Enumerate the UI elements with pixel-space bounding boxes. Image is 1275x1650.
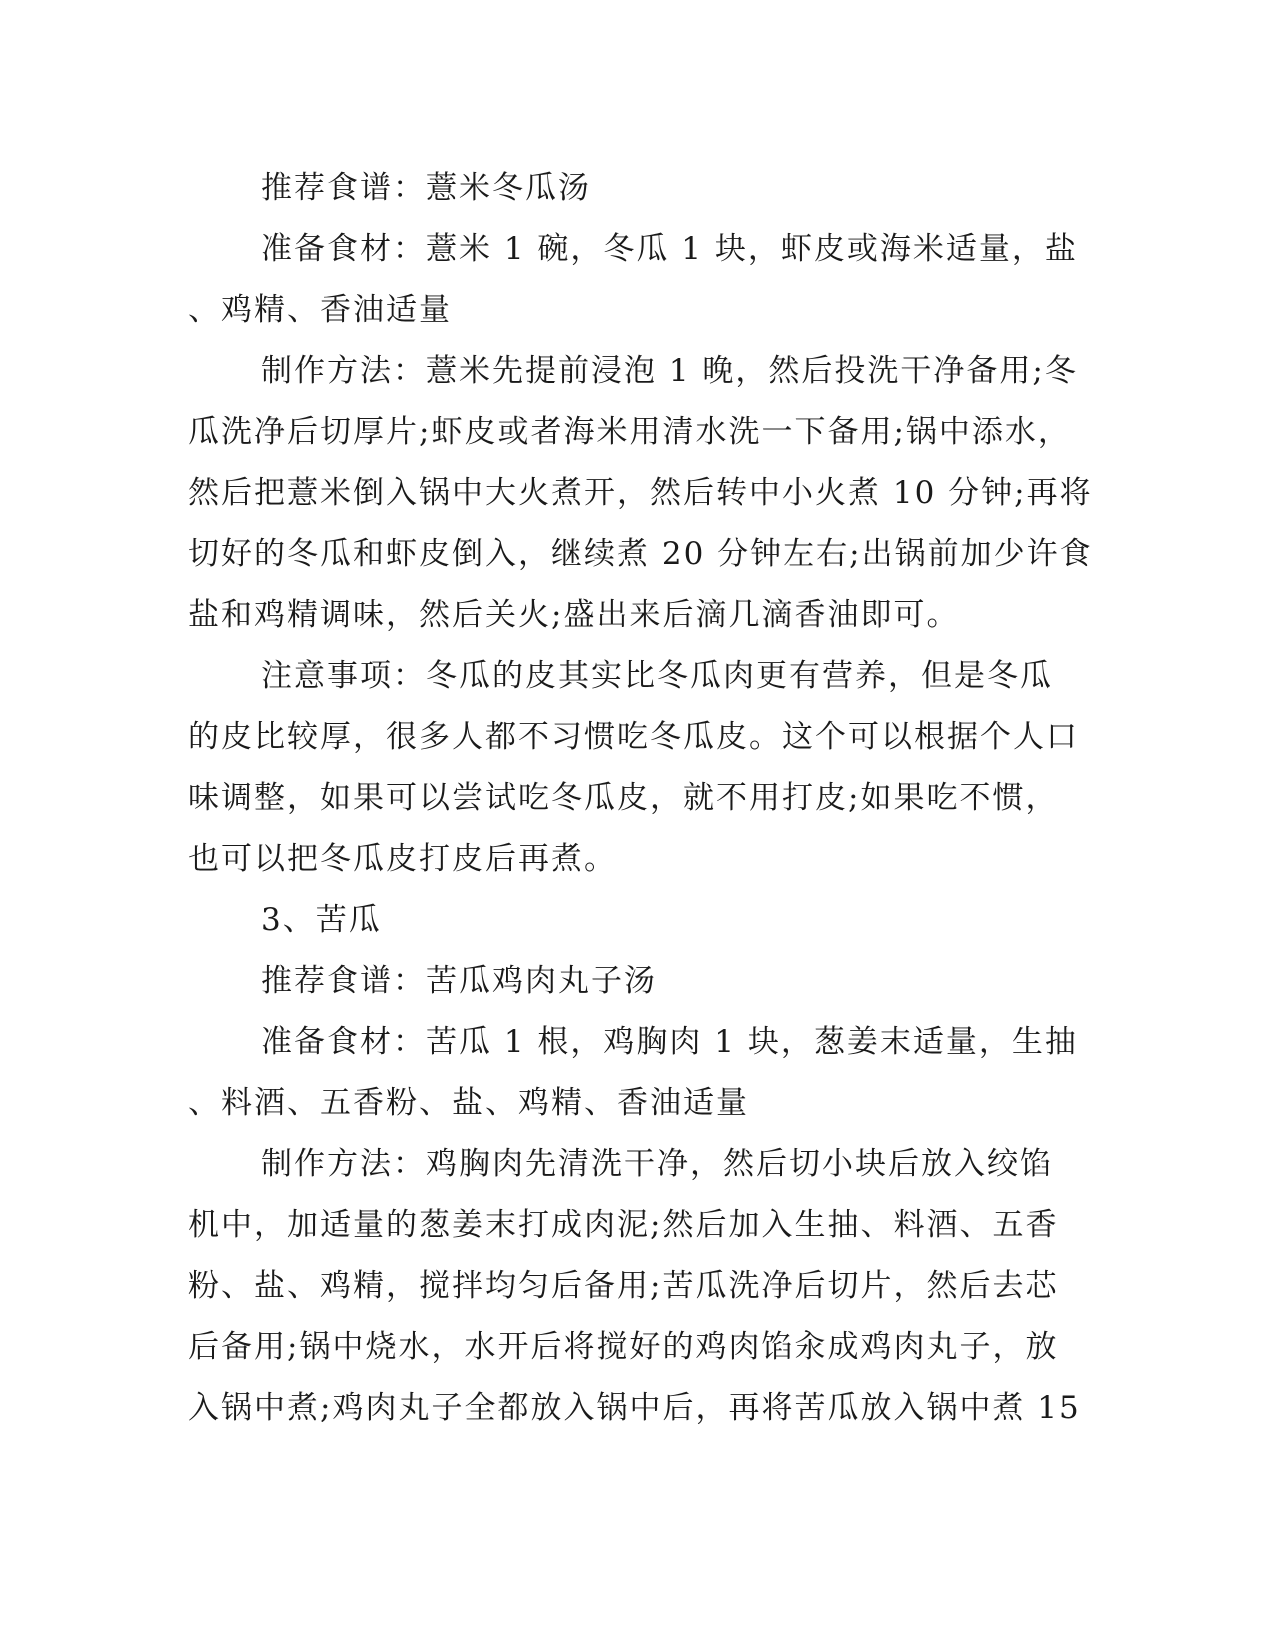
text-line: 准备食材：苦瓜 1 根，鸡胸肉 1 块，葱姜末适量，生抽 [261, 1024, 1078, 1060]
text-line: 准备食材：薏米 1 碗，冬瓜 1 块，虾皮或海米适量，盐 [261, 231, 1078, 267]
text-line: 推荐食谱：薏米冬瓜汤 [261, 170, 591, 206]
text-line: 切好的冬瓜和虾皮倒入，继续煮 20 分钟左右;出锅前加少许食 [188, 536, 1093, 572]
text-line: 入锅中煮;鸡肉丸子全都放入锅中后，再将苦瓜放入锅中煮 15 [188, 1390, 1081, 1426]
text-line: 机中，加适量的葱姜末打成肉泥;然后加入生抽、料酒、五香 [188, 1207, 1059, 1243]
text-line: 的皮比较厚，很多人都不习惯吃冬瓜皮。这个可以根据个人口 [188, 719, 1079, 755]
text-line: 、料酒、五香粉、盐、鸡精、香油适量 [188, 1085, 749, 1121]
text-line: 然后把薏米倒入锅中大火煮开，然后转中小火煮 10 分钟;再将 [188, 475, 1093, 511]
text-line: 3、苦瓜 [261, 902, 382, 938]
text-line: 瓜洗净后切厚片;虾皮或者海米用清水洗一下备用;锅中添水， [188, 414, 1071, 450]
text-line: 后备用;锅中烧水，水开后将搅好的鸡肉馅汆成鸡肉丸子，放 [188, 1329, 1059, 1365]
text-line: 制作方法：薏米先提前浸泡 1 晚，然后投洗干净备用;冬 [261, 353, 1078, 389]
document-body [188, 158, 1093, 1439]
text-line: 注意事项：冬瓜的皮其实比冬瓜肉更有营养，但是冬瓜 [261, 658, 1053, 694]
text-line: 、鸡精、香油适量 [188, 292, 452, 328]
text-line: 制作方法：鸡胸肉先清洗干净，然后切小块后放入绞馅 [261, 1146, 1053, 1182]
text-line: 味调整，如果可以尝试吃冬瓜皮，就不用打皮;如果吃不惯， [188, 780, 1059, 816]
text-line: 粉、盐、鸡精，搅拌均匀后备用;苦瓜洗净后切片，然后去芯 [188, 1268, 1059, 1304]
text-line: 盐和鸡精调味，然后关火;盛出来后滴几滴香油即可。 [188, 597, 960, 633]
text-line: 推荐食谱：苦瓜鸡肉丸子汤 [261, 963, 657, 999]
text-line: 也可以把冬瓜皮打皮后再煮。 [188, 841, 617, 877]
